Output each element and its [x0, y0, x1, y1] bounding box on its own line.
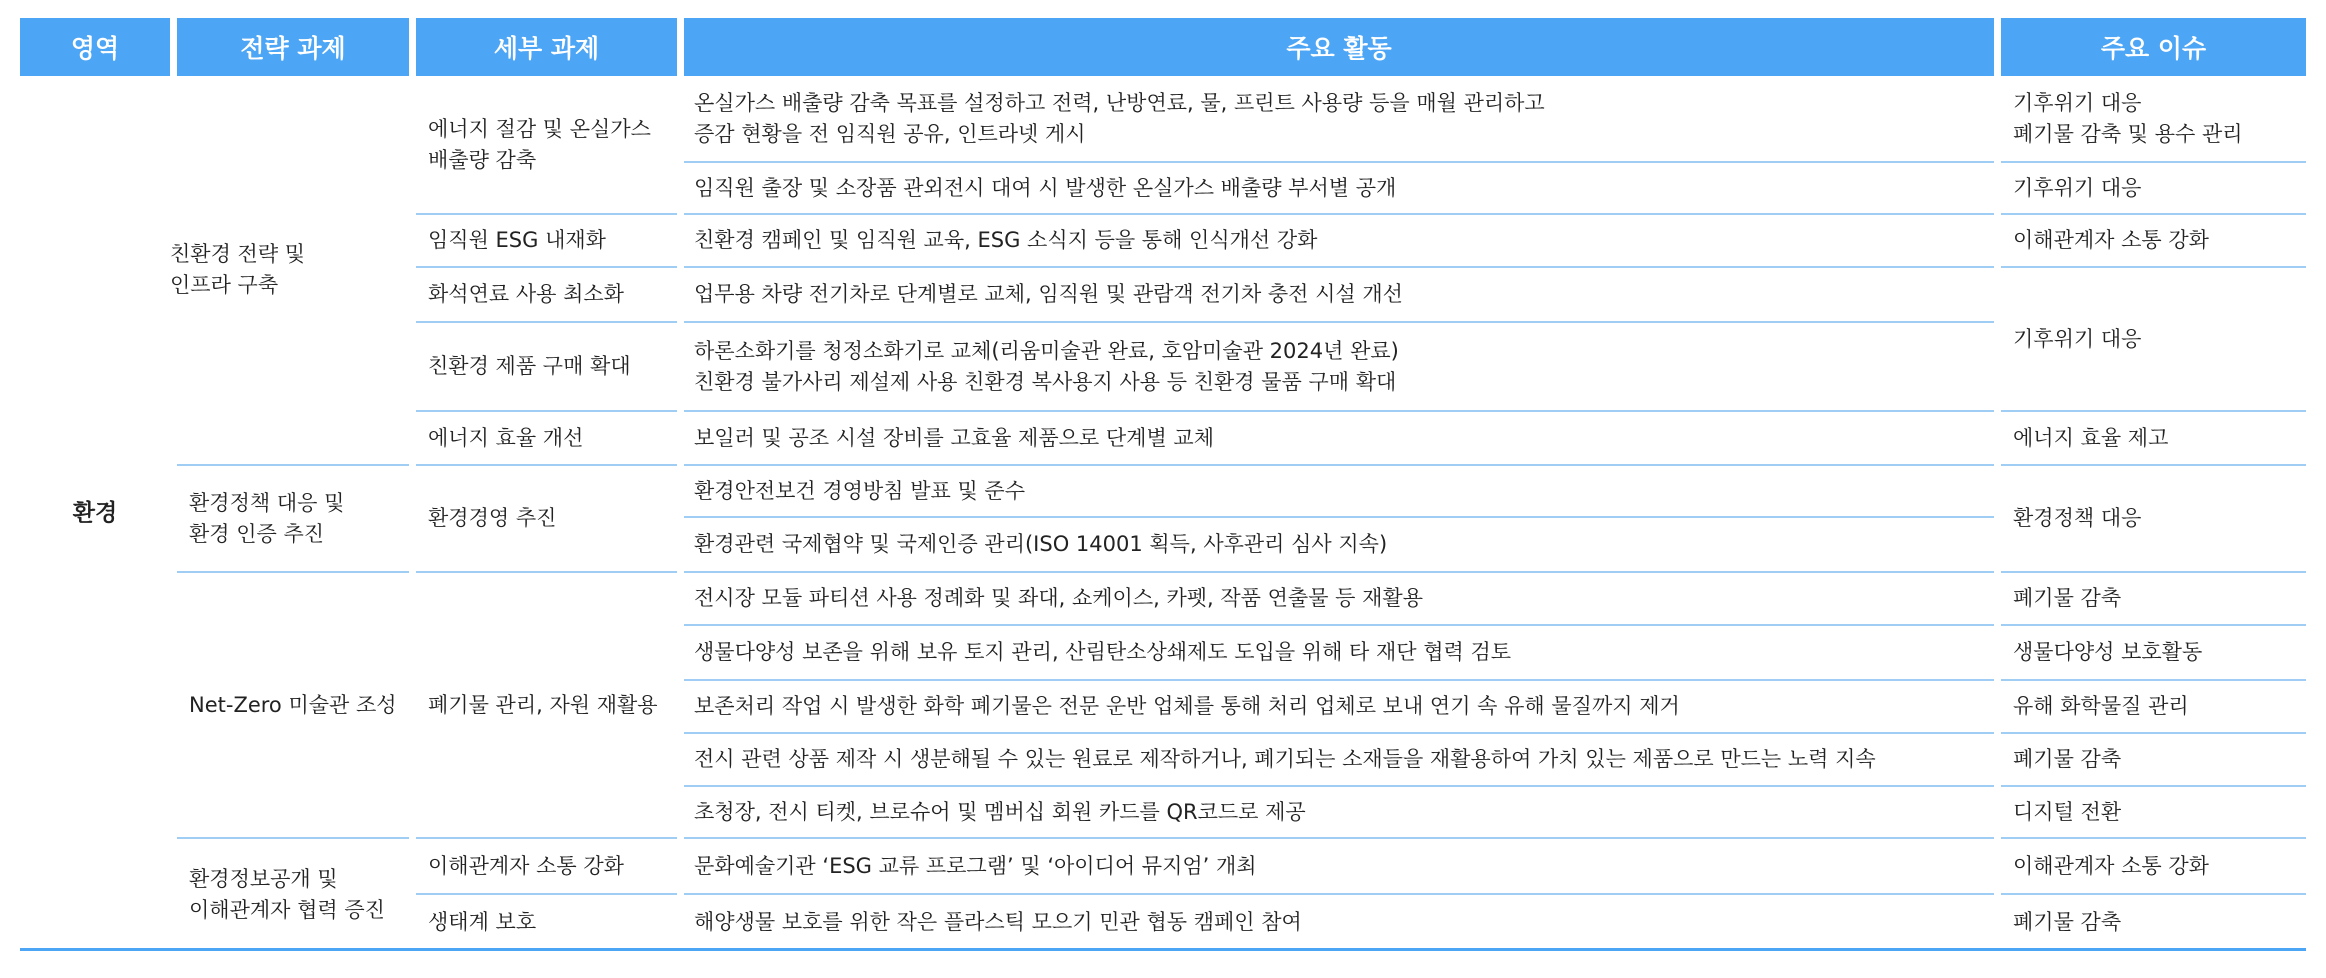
task-line: 배출량 감축	[428, 147, 537, 172]
row-divider	[684, 321, 1994, 323]
row-divider	[2001, 464, 2306, 466]
activity-cell	[680, 412, 1994, 464]
strategy-cell	[175, 573, 409, 837]
strategy-line: Net-Zero 미술관 조성	[189, 692, 397, 717]
strategy-line: 친환경 전략 및	[170, 242, 306, 266]
row-divider	[416, 410, 677, 412]
activity-cell	[680, 215, 1994, 266]
activity-cell	[680, 681, 1994, 732]
task-line: 환경경영 추진	[428, 506, 557, 530]
row-divider	[684, 624, 1994, 626]
issue-line: 환경정책 대응	[2013, 506, 2142, 530]
strategy-cell	[175, 839, 409, 950]
issue-cell	[1999, 573, 2306, 624]
task-cell	[414, 76, 677, 213]
task-cell	[414, 573, 677, 837]
issue-line: 기후위기 대응	[2013, 90, 2142, 115]
row-divider	[177, 837, 409, 839]
row-divider	[684, 410, 1994, 412]
activity-line: 환경안전보건 경영방침 발표 및 준수	[694, 478, 1025, 503]
task-line: 화석연료 사용 최소화	[428, 282, 624, 306]
activity-line: 생물다양성 보존을 위해 보유 토지 관리, 산림탄소상쇄제도 도입을 위해 타 재단 협력 검토	[694, 640, 1512, 664]
row-divider	[177, 571, 409, 573]
issue-cell	[1999, 734, 2306, 785]
row-divider	[684, 571, 1994, 573]
row-divider	[684, 679, 1994, 681]
activity-cell	[680, 787, 1994, 837]
issue-line: 생물다양성 보호활동	[2013, 640, 2203, 664]
issue-line: 유해 화학물질 관리	[2013, 694, 2189, 718]
activity-line: 보존처리 작업 시 발생한 화학 폐기물은 전문 운반 업체를 통해 처리 업체로 보내 연기 속 유해 물질까지 제거	[694, 694, 1680, 718]
row-divider	[684, 837, 1994, 839]
activity-cell	[680, 895, 1994, 950]
strategy-line: 인프라 구축	[170, 273, 279, 297]
header-activity: 주요 활동	[684, 18, 1994, 76]
activity-line: 친환경 캠페인 및 임직원 교육, ESG 소식지 등을 통해 인식개선 강화	[694, 228, 1318, 252]
row-divider	[684, 516, 1994, 518]
activity-line: 하론소화기를 청정소화기로 교체(리움미술관 완료, 호암미술관 2024년 완료)	[694, 338, 1399, 363]
task-line: 이해관계자 소통 강화	[428, 853, 624, 878]
strategy-line: 환경정보공개 및	[189, 866, 338, 891]
header-issue: 주요 이슈	[2001, 18, 2306, 76]
row-divider	[416, 321, 677, 323]
issue-line: 기후위기 대응	[2013, 175, 2142, 200]
issue-line: 이해관계자 소통 강화	[2013, 228, 2209, 252]
row-divider	[416, 213, 677, 215]
row-divider	[2001, 624, 2306, 626]
activity-line: 온실가스 배출량 감축 목표를 설정하고 전력, 난방연료, 물, 프린트 사용량 등을 매월 관리하고	[694, 90, 1545, 115]
task-line: 폐기물 관리, 자원 재활용	[428, 692, 658, 717]
activity-cell	[680, 518, 1994, 571]
task-line: 에너지 효율 개선	[428, 425, 584, 450]
issue-cell	[1999, 268, 2306, 410]
row-divider	[2001, 679, 2306, 681]
issue-line: 폐기물 감축	[2013, 586, 2122, 610]
row-divider	[416, 266, 677, 268]
issue-cell	[1999, 839, 2306, 893]
activity-line: 업무용 차량 전기차로 단계별로 교체, 임직원 및 관람객 전기차 충전 시설 개선	[694, 282, 1403, 306]
issue-line: 에너지 효율 제고	[2013, 425, 2169, 450]
row-divider	[2001, 837, 2306, 839]
activity-line: 임직원 출장 및 소장품 관외전시 대여 시 발생한 온실가스 배출량 부서별 공개	[694, 175, 1397, 200]
task-cell	[414, 895, 677, 950]
task-cell	[414, 839, 677, 893]
row-divider	[416, 893, 677, 895]
issue-line: 이해관계자 소통 강화	[2013, 853, 2209, 878]
area-cell: 환경	[72, 499, 118, 526]
row-divider	[2001, 410, 2306, 412]
task-line: 생태계 보호	[428, 910, 537, 934]
row-divider	[2001, 266, 2306, 268]
activity-line: 전시 관련 상품 제작 시 생분해될 수 있는 원료로 제작하거나, 폐기되는 소재들을 재활용하여 가치 있는 제품으로 만드는 노력 지속	[694, 747, 1876, 771]
task-cell	[414, 215, 677, 266]
activity-cell	[680, 163, 1994, 213]
row-divider	[416, 571, 677, 573]
row-divider	[177, 464, 409, 466]
row-divider	[416, 837, 677, 839]
issue-cell	[1999, 787, 2306, 837]
task-line: 에너지 절감 및 온실가스	[428, 116, 651, 141]
row-divider	[2001, 571, 2306, 573]
strategy-line: 환경정책 대응 및	[189, 490, 345, 515]
issue-line: 폐기물 감축	[2013, 747, 2122, 771]
task-cell	[414, 268, 677, 321]
row-divider	[2001, 785, 2306, 787]
row-divider	[2001, 161, 2306, 163]
row-divider	[684, 732, 1994, 734]
task-line: 친환경 제품 구매 확대	[428, 354, 631, 378]
activity-cell	[680, 323, 1994, 410]
issue-cell	[1999, 895, 2306, 950]
header-area: 영역	[20, 18, 170, 76]
row-divider	[2001, 732, 2306, 734]
activity-line: 보일러 및 공조 시설 장비를 고효율 제품으로 단계별 교체	[694, 425, 1214, 450]
row-divider	[684, 785, 1994, 787]
activity-line: 문화예술기관 ‘ESG 교류 프로그램’ 및 ‘아이디어 뮤지엄’ 개최	[694, 853, 1257, 878]
row-divider	[2001, 893, 2306, 895]
header-strategy: 전략 과제	[177, 18, 409, 76]
table-bottom-border	[20, 948, 2306, 951]
row-divider	[684, 161, 1994, 163]
activity-line: 전시장 모듈 파티션 사용 정례화 및 좌대, 쇼케이스, 카펫, 작품 연출물 등 재활용	[694, 586, 1423, 610]
activity-cell	[680, 268, 1994, 321]
issue-cell	[1999, 76, 2306, 161]
issue-cell	[1999, 466, 2306, 571]
task-cell	[414, 412, 677, 464]
activity-line: 환경관련 국제협약 및 국제인증 관리(ISO 14001 획득, 사후관리 심사 지속)	[694, 532, 1388, 556]
activity-cell	[680, 76, 1994, 161]
header-task: 세부 과제	[416, 18, 677, 76]
activity-cell	[680, 466, 1994, 516]
activity-line: 증감 현황을 전 임직원 공유, 인트라넷 게시	[694, 121, 1086, 146]
activity-cell	[680, 573, 1994, 624]
strategy-line: 이해관계자 협력 증진	[189, 897, 385, 922]
strategy-cell	[175, 466, 409, 571]
issue-cell	[1999, 215, 2306, 266]
issue-cell	[1999, 681, 2306, 732]
issue-line: 디지털 전환	[2013, 799, 2122, 824]
activity-line: 친환경 불가사리 제설제 사용 친환경 복사용지 사용 등 친환경 물품 구매 확대	[694, 369, 1397, 394]
issue-cell	[1999, 626, 2306, 679]
activity-cell	[680, 734, 1994, 785]
row-divider	[416, 464, 677, 466]
row-divider	[684, 266, 1994, 268]
task-line: 임직원 ESG 내재화	[428, 228, 606, 252]
activity-cell	[680, 839, 1994, 893]
strategy-cell	[156, 76, 409, 464]
issue-line: 기후위기 대응	[2013, 326, 2142, 351]
issue-line: 폐기물 감축	[2013, 910, 2122, 934]
strategy-line: 환경 인증 추진	[189, 521, 325, 546]
activity-cell	[680, 626, 1994, 679]
row-divider	[684, 213, 1994, 215]
row-divider	[684, 464, 1994, 466]
issue-line: 폐기물 감축 및 용수 관리	[2013, 121, 2243, 146]
row-divider	[2001, 213, 2306, 215]
activity-line: 해양생물 보호를 위한 작은 플라스틱 모으기 민관 협동 캠페인 참여	[694, 910, 1302, 934]
issue-cell	[1999, 163, 2306, 213]
task-cell	[414, 466, 677, 571]
row-divider	[684, 893, 1994, 895]
task-cell	[414, 323, 677, 410]
issue-cell	[1999, 412, 2306, 464]
activity-line: 초청장, 전시 티켓, 브로슈어 및 멤버십 회원 카드를 QR코드로 제공	[694, 799, 1306, 824]
